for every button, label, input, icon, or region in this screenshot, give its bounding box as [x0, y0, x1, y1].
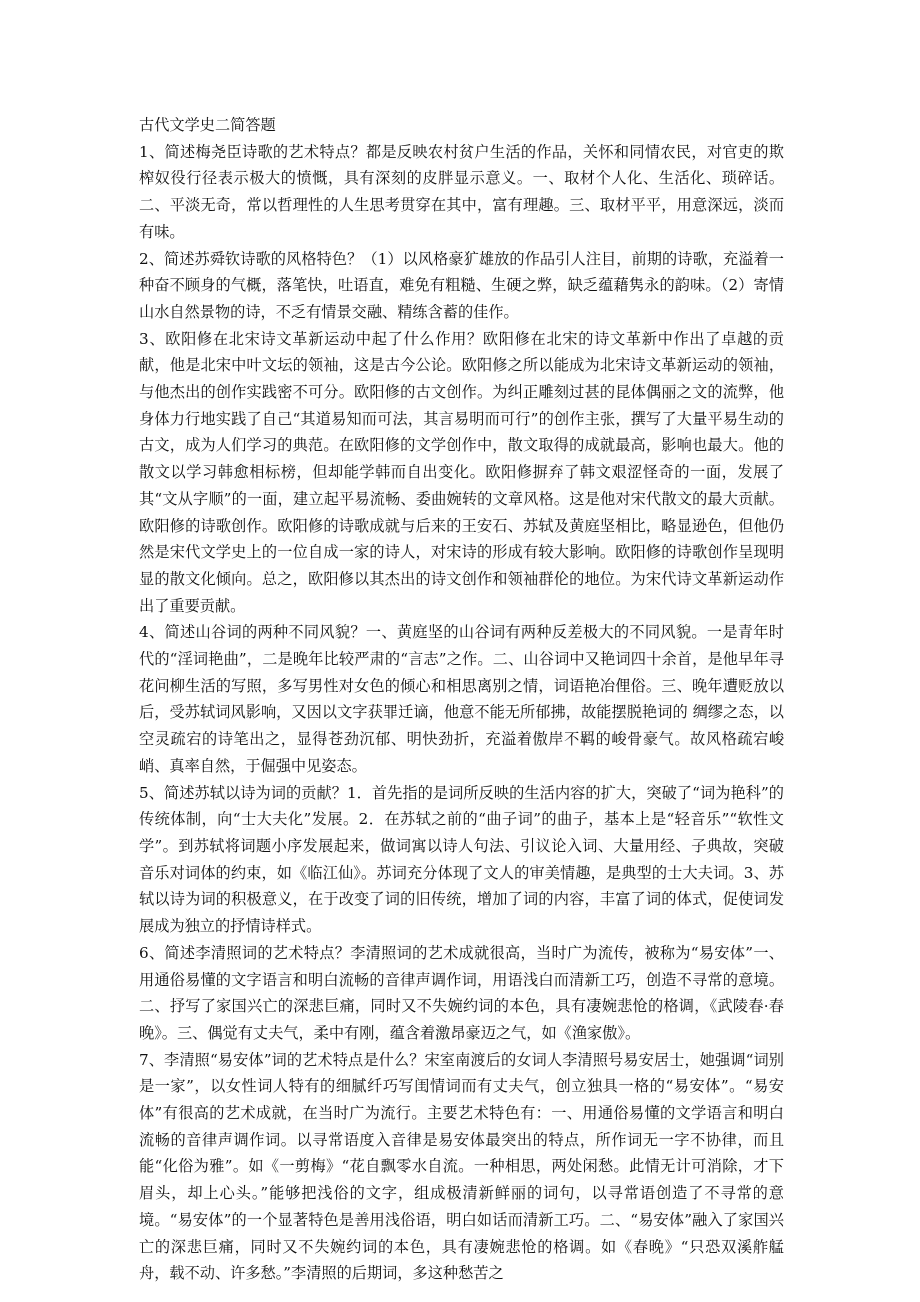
document-title: 古代文学史二简答题 [139, 116, 276, 134]
qa-item-7: 7、李清照“易安体”词的艺术特点是什么？宋室南渡后的女词人李清照号易安居士，她强调“词别是一家”，以女性词人特有的细腻纤巧写闺情词而有丈夫气，创立独具一格的“易安体”。“易安体”有很高的艺术成就，在当时广为流行。主要艺术特色有：一、用通俗易懂的文学语言和明白流畅的音律声调作词。以寻常语度入音律是易安体最突出的特点，所作词无一字不协律，而且能“化俗为雅”。如《一剪梅》“花自飘零水自流。一种相思，两处闲愁。此情无计可消除，才下眉头，却上心头。”能够把浅俗的文字，组成极清新鲜丽的词句，以寻常语创造了不寻常的意境。“易安体”的一个显著特色是善用浅俗语，明白如话而清新工巧。二、“易安体”融入了家国兴亡的深悲巨痛，同时又不失婉约词的本色，具有凄婉悲怆的格调。如《春晚》“只恐双溪舴艋舟，载不动、许多愁。”李清照的后期词，多这种愁苦之 [139, 1050, 784, 1283]
qa-item-4: 4、简述山谷词的两种不同风貌？一、黄庭坚的山谷词有两种反差极大的不同风貌。一是青年时代的“淫词艳曲”，二是晚年比较严肃的“言志”之作。二、山谷词中又艳词四十余首，是他早年寻花问柳生活的写照，多写男性对女色的倾心和相思离别之情，词语艳冶俚俗。三、晚年遭贬放以后，受苏轼词风影响，又因以文字获罪迁谪，他意不能无所郁拂，故能摆脱艳词的 绸缪之态，以空灵疏宕的诗笔出之，显得苍劲沉郁、明快劲折，充溢着傲岸不羁的峻骨豪气。故风格疏宕峻峭、真率自然，于倔强中见姿态。 [139, 623, 784, 775]
qa-item-2: 2、简述苏舜钦诗歌的风格特色？（1）以风格豪犷雄放的作品引人注目，前期的诗歌，充溢着一种奋不顾身的气概，落笔快，吐语直，难免有粗糙、生硬之弊，缺乏蕴藉隽永的韵味。（2）寄情山水自然景物的诗，不乏有情景交融、精练含蓄的佳作。 [139, 249, 784, 321]
qa-item-6: 6、简述李清照词的艺术特点？李清照词的艺术成就很高，当时广为流传，被称为“易安体”一、用通俗易懂的文字语言和明白流畅的音律声调作词，用语浅白而清新工巧，创造不寻常的意境。二、抒写了家国兴亡的深悲巨痛，同时又不失婉约词的本色，具有凄婉悲怆的格调，《武陵春·春晚》。三、偶觉有丈夫气，柔中有刚，蕴含着激昂豪迈之气，如《渔家傲》。 [139, 943, 784, 1042]
qa-item-5: 5、简述苏轼以诗为词的贡献？1．首先指的是词所反映的生活内容的扩大，突破了“词为艳科”的传统体制，向“士大夫化”发展。2．在苏轼之前的“曲子词”的曲子，基本上是“轻音乐”“软性文学”。到苏轼将词题小序发展起来，做词寓以诗人句法、引议论入词、大量用经、子典故，突破音乐对词体的约束，如《临江仙》。苏词充分体现了文人的审美情趣，是典型的士大夫词。3、苏轼以诗为词的积极意义，在于改变了词的旧传统，增加了词的内容，丰富了词的体式，促使词发展成为独立的抒情诗样式。 [139, 783, 784, 936]
qa-item-1: 1、简述梅尧臣诗歌的艺术特点？都是反映农村贫户生活的作品，关怀和同情农民，对官吏的欺榨奴役行径表示极大的愤慨，具有深刻的皮胖显示意义。一、取材个人化、生活化、琐碎话。二、平淡无奇，常以哲理性的人生思考贯穿在其中，富有理趣。三、取材平平，用意深远，淡而有味。 [139, 142, 784, 241]
document-page [139, 112, 784, 1287]
qa-item-3: 3、欧阳修在北宋诗文革新运动中起了什么作用？欧阳修在北宋的诗文革新中作出了卓越的贡献，他是北宋中叶文坛的领袖，这是古今公论。欧阳修之所以能成为北宋诗文革新运动的领袖，与他杰出的创作实践密不可分。欧阳修的古文创作。为纠正雕刻过甚的昆体偶丽之文的流弊，他身体力行地实践了自己“其道易知而可法，其言易明而可行”的创作主张，撰写了大量平易生动的古文，成为人们学习的典范。在欧阳修的文学创作中，散文取得的成就最高，影响也最大。他的散文以学习韩愈相标榜，但却能学韩而自出变化。欧阳修摒弃了韩文艰涩怪奇的一面，发展了其“文从字顺”的一面，建立起平易流畅、委曲婉转的文章风格。这是他对宋代散文的最大贡献。欧阳修的诗歌创作。欧阳修的诗歌成就与后来的王安石、苏轼及黄庭坚相比，略显逊色，但他仍然是宋代文学史上的一位自成一家的诗人，对宋诗的形成有较大影响。欧阳修的诗歌创作呈现明显的散文化倾向。总之，欧阳修以其杰出的诗文创作和领袖群伦的地位。为宋代诗文革新运动作出了重要贡献。 [139, 329, 784, 615]
